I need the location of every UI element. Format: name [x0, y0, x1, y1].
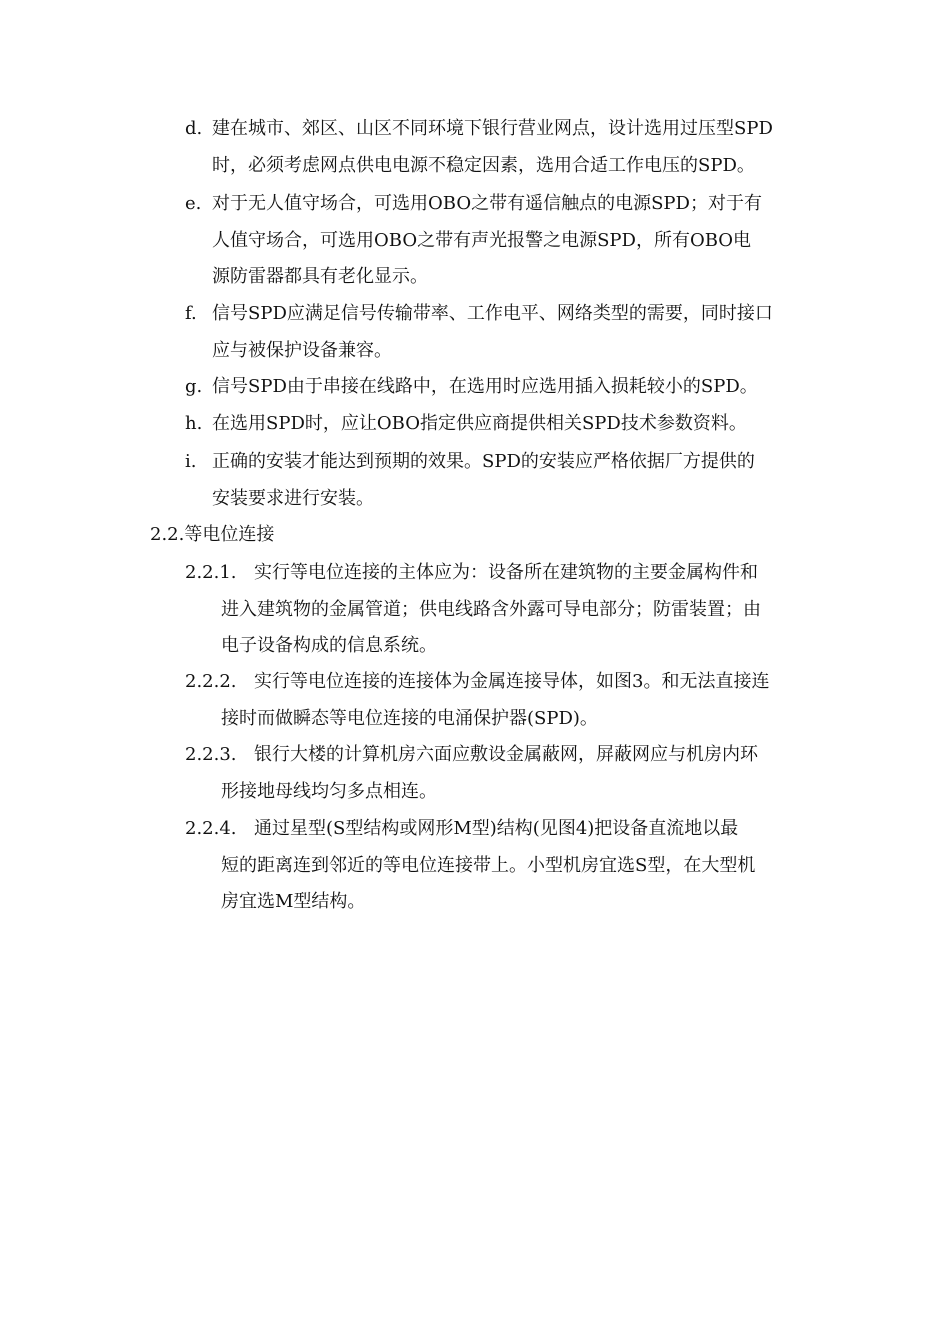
item-line: 房宜选M型结构。 — [221, 891, 366, 912]
list-item-line: 对于无人值守场合，可选用OBO之带有遥信触点的电源SPD；对于有 — [212, 193, 762, 214]
item-number: 2.2.4. — [185, 818, 237, 839]
list-item-i — [185, 444, 832, 517]
list-item-line: 时，必须考虑网点供电电源不稳定因素，选用合适工作电压的SPD。 — [212, 154, 755, 176]
item-line: 进入建筑物的金属管道；供电线路含外露可导电部分；防雷装置；由 — [221, 598, 761, 620]
list-marker: f. — [185, 303, 197, 324]
list-item-line: 信号SPD应满足信号传输带率、工作电平、网络类型的需要，同时接口 — [212, 303, 773, 324]
list-marker: i. — [185, 451, 197, 472]
item-line: 电子设备构成的信息系统。 — [221, 635, 437, 656]
section-heading — [150, 517, 750, 554]
list-item-g — [185, 369, 832, 406]
list-item-line: 信号SPD由于串接在线路中，在选用时应选用插入损耗较小的SPD。 — [212, 376, 758, 397]
list-item-f — [185, 296, 832, 369]
list-item-line: 人值守场合，可选用OBO之带有声光报警之电源SPD，所有OBO电 — [212, 229, 752, 251]
section-title: 等电位连接 — [184, 524, 275, 545]
item-line: 银行大楼的计算机房六面应敷设金属蔽网，屏蔽网应与机房内环 — [254, 744, 758, 765]
list-item-d — [185, 111, 832, 184]
list-item-line: 建在城市、郊区、山区不同环境下银行营业网点，设计选用过压型SPD — [212, 118, 773, 139]
list-item-line: 在选用SPD时，应让OBO指定供应商提供相关SPD技术参数资料。 — [212, 413, 747, 434]
item-number: 2.2.3. — [185, 744, 237, 765]
numbered-item-2-2-3 — [185, 737, 832, 810]
list-marker: g. — [185, 376, 203, 397]
list-item-e — [185, 186, 832, 296]
item-line: 实行等电位连接的连接体为金属连接导体，如图3。和无法直接连 — [254, 671, 770, 692]
item-line: 接时而做瞬态等电位连接的电涌保护器(SPD)。 — [221, 707, 598, 729]
item-line: 实行等电位连接的主体应为：设备所在建筑物的主要金属构件和 — [254, 562, 758, 583]
section-number: 2.2. — [150, 524, 185, 545]
list-item-line: 源防雷器都具有老化显示。 — [212, 266, 428, 287]
list-item-h — [185, 406, 832, 443]
item-number: 2.2.1. — [185, 562, 237, 583]
list-item-line: 应与被保护设备兼容。 — [212, 339, 392, 361]
item-line: 短的距离连到邻近的等电位连接带上。小型机房宜选S型，在大型机 — [221, 854, 756, 876]
item-line: 形接地母线均匀多点相连。 — [221, 780, 437, 802]
numbered-item-2-2-1 — [185, 555, 832, 665]
list-marker: h. — [185, 413, 203, 434]
numbered-item-2-2-4 — [185, 811, 832, 921]
numbered-item-2-2-2 — [185, 664, 832, 737]
list-item-line: 正确的安装才能达到预期的效果。SPD的安装应严格依据厂方提供的 — [212, 451, 755, 472]
list-item-line: 安装要求进行安装。 — [212, 487, 374, 509]
item-line: 通过星型(S型结构或网形M型)结构(见图4)把设备直流地以最 — [254, 818, 739, 839]
item-number: 2.2.2. — [185, 671, 237, 692]
list-marker: d. — [185, 118, 203, 139]
list-marker: e. — [185, 193, 202, 214]
